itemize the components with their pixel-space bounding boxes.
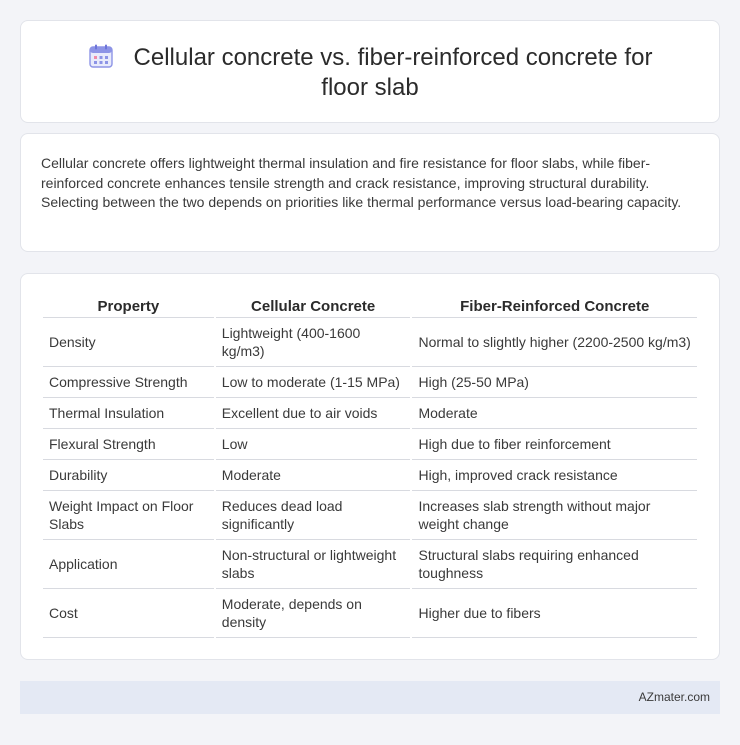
table-row [43,367,697,398]
cell-property: Application [43,540,214,589]
table-row [43,491,697,540]
table-row [43,540,697,589]
cell-property: Durability [43,460,214,491]
table-row [43,398,697,429]
header-cellular: Cellular Concrete [216,296,411,318]
table-row [43,460,697,491]
cell-cellular: Excellent due to air voids [216,398,411,429]
footer-bar [20,681,720,714]
intro-card [20,133,720,252]
page-title: Cellular concrete vs. fiber-reinforced concrete for floor slab [133,44,653,101]
comparison-card [20,273,720,660]
cell-property: Thermal Insulation [43,398,214,429]
cell-fiber: Increases slab strength without major weight change [412,491,697,540]
table-row [43,429,697,460]
header-fiber: Fiber-Reinforced Concrete [412,296,697,318]
cell-fiber: High due to fiber reinforcement [412,429,697,460]
cell-fiber: Normal to slightly higher (2200-2500 kg/m3) [412,318,697,367]
calendar-icon [88,43,114,69]
cell-fiber: High, improved crack resistance [412,460,697,491]
cell-cellular: Moderate [216,460,411,491]
cell-cellular: Non-structural or lightweight slabs [216,540,411,589]
cell-cellular: Low to moderate (1-15 MPa) [216,367,411,398]
title-card [20,20,720,123]
cell-property: Cost [43,589,214,638]
cell-cellular: Low [216,429,411,460]
page-title-row [21,43,719,103]
header-property: Property [43,296,214,318]
intro-paragraph: Cellular concrete offers lightweight thermal insulation and fire resistance for floor slabs, while fiber-reinforced concrete enhances tensile strength and crack resistance, improving structural durability. Selecting between the two depends on priorities like thermal performance versus load-bearing capacity. [41,155,682,210]
cell-cellular: Moderate, depends on density [216,589,411,638]
cell-fiber: Higher due to fibers [412,589,697,638]
cell-cellular: Lightweight (400-1600 kg/m3) [216,318,411,367]
table-header-row [43,296,697,318]
table-row [43,318,697,367]
cell-property: Weight Impact on Floor Slabs [43,491,214,540]
footer-site-name: AZmater.com [638,690,710,704]
cell-cellular: Reduces dead load significantly [216,491,411,540]
cell-fiber: Structural slabs requiring enhanced toughness [412,540,697,589]
cell-property: Compressive Strength [43,367,214,398]
cell-fiber: Moderate [412,398,697,429]
cell-fiber: High (25-50 MPa) [412,367,697,398]
cell-property: Flexural Strength [43,429,214,460]
comparison-table [41,296,699,638]
cell-property: Density [43,318,214,367]
table-row [43,589,697,638]
